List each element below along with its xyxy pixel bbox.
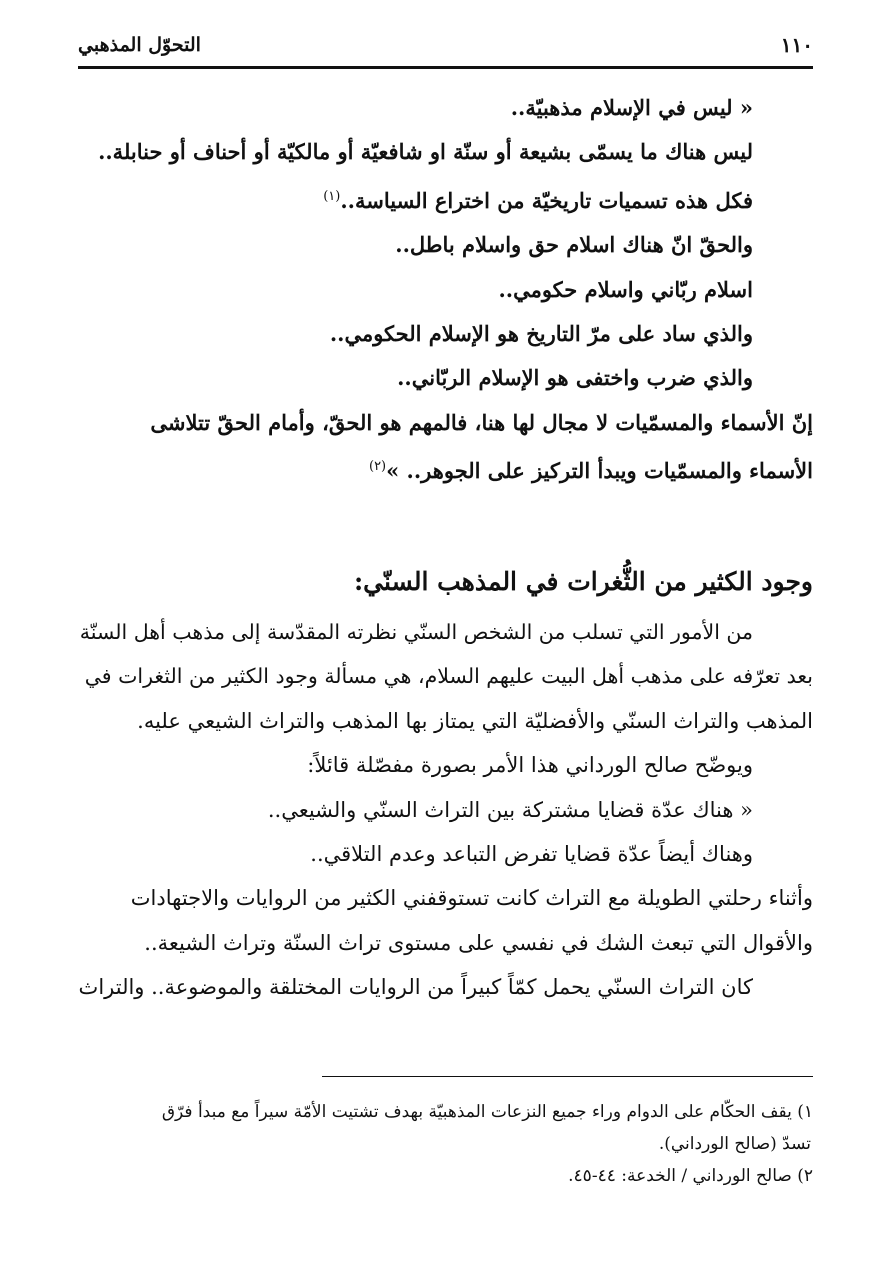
paragraph-line: وأثناء رحلتي الطويلة مع التراث كانت تستوقفني الكثير من الروايات والاجتهادات <box>130 886 813 911</box>
quote-line: إنّ الأسماء والمسمّيات لا مجال لها هنا، فالمهم هو الحقّ، وأمام الحقّ تتلاشى <box>150 409 813 435</box>
section-body <box>80 610 813 1010</box>
quote-line: اسلام ربّاني واسلام حكومي.. <box>498 276 753 302</box>
paragraph-line: وهناك أيضاً عدّة قضايا تفرض التباعد وعدم التلاقي.. <box>310 842 753 867</box>
quote-line: فكل هذه تسميات تاريخيّة من اختراع السياسة..$^{(١)}$ <box>323 187 753 213</box>
quote-line: « ليس في الإسلام مذهبيّة.. <box>510 95 753 120</box>
quote-line: ليس هناك ما يسمّى بشيعة أو سنّة او شافعيّة أو مالكيّة أو أحناف أو حنابلة.. <box>98 139 753 165</box>
quote-line: والذي ضرب واختفى هو الإسلام الربّاني.. <box>397 365 753 391</box>
running-title: التحوّل المذهبي <box>78 34 201 56</box>
footnote-1: ١) يقف الحكّام على الدوام وراء جميع النزعات المذهبيّة بهدف تشتيت الأمّة سيراً مع مبدأ فرّق <box>161 1102 813 1122</box>
paragraph-line: المذهب والتراث السنّي والأفضليّة التي يمتاز بها المذهب والتراث الشيعي عليه. <box>137 708 813 733</box>
paragraph-line: والأقوال التي تبعث الشك في نفسي على مستوى تراث السنّة وتراث الشيعة.. <box>144 930 813 955</box>
paragraph-line: كان التراث السنّي يحمل كمّاً كبيراً من الروايات المختلقة والموضوعة.. والتراث <box>78 975 753 1000</box>
quote-line: والحقّ انّ هناك اسلام حق واسلام باطل.. <box>395 232 753 258</box>
footnote-1-continued: تسدّ (صالح الورداني). <box>658 1134 811 1154</box>
page-header <box>78 30 813 64</box>
footnotes <box>80 1096 813 1192</box>
quote-line: الأسماء والمسمّيات ويبدأ التركيز على الجوهر.. »$^{(٢)}$ <box>368 458 813 484</box>
footnote-ref: (١) <box>323 188 341 204</box>
quote-line: والذي ساد على مرّ التاريخ هو الإسلام الحكومي.. <box>329 321 753 347</box>
header-rule <box>78 66 813 69</box>
paragraph-line: ويوضّح صالح الورداني هذا الأمر بصورة مفصّلة قائلاً: <box>307 753 753 778</box>
paragraph-line: بعد تعرّفه على مذهب أهل البيت عليهم السلام، هي مسألة وجود الكثير من الثغرات في <box>84 664 813 689</box>
footnote-ref: (٢) <box>368 459 387 475</box>
footnote-2: ٢) صالح الورداني / الخدعة: ٤٤-٤٥. <box>568 1166 813 1186</box>
page-number: ١١٠ <box>780 33 813 57</box>
paragraph-line: « هناك عدّة قضايا مشتركة بين التراث السنّي والشيعي.. <box>267 797 753 822</box>
quote-block <box>80 86 813 494</box>
section-heading: وجود الكثير من الثُّغرات في المذهب السنّي: <box>353 567 813 596</box>
paragraph-line: من الأمور التي تسلب من الشخص السنّي نظرته المقدّسة إلى مذهب أهل السنّة <box>79 620 753 644</box>
footnote-rule <box>322 1076 813 1077</box>
